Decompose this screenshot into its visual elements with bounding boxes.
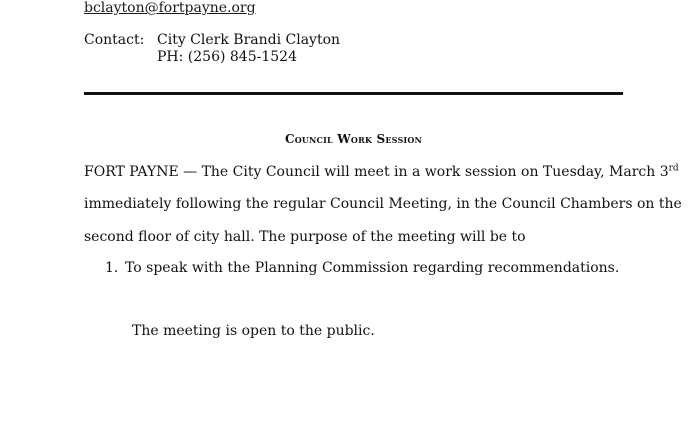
notice-title: Council Work Session (284, 132, 423, 146)
agenda-item-number: 1. (105, 260, 119, 276)
paragraph-line-1 (84, 163, 679, 180)
header-divider (84, 92, 623, 95)
contact-phone: PH: (256) 845-1524 (157, 49, 297, 65)
paragraph-line-2: immediately following the regular Council Meeting, in the Council Chambers on the (84, 196, 682, 212)
contact-email-link[interactable]: bclayton@fortpayne.org (84, 0, 256, 16)
date-ordinal-suffix: rd (668, 163, 679, 174)
contact-label: Contact: (84, 32, 145, 48)
paragraph-line-1-text: FORT PAYNE — The City Council will meet in a work session on Tuesday, March 3 (84, 164, 669, 180)
closing-statement: The meeting is open to the public. (132, 323, 375, 339)
paragraph-line-3: second floor of city hall. The purpose of the meeting will be to (84, 229, 526, 245)
contact-name: City Clerk Brandi Clayton (157, 32, 341, 48)
agenda-item-text: To speak with the Planning Commission regarding recommendations. (125, 260, 620, 276)
